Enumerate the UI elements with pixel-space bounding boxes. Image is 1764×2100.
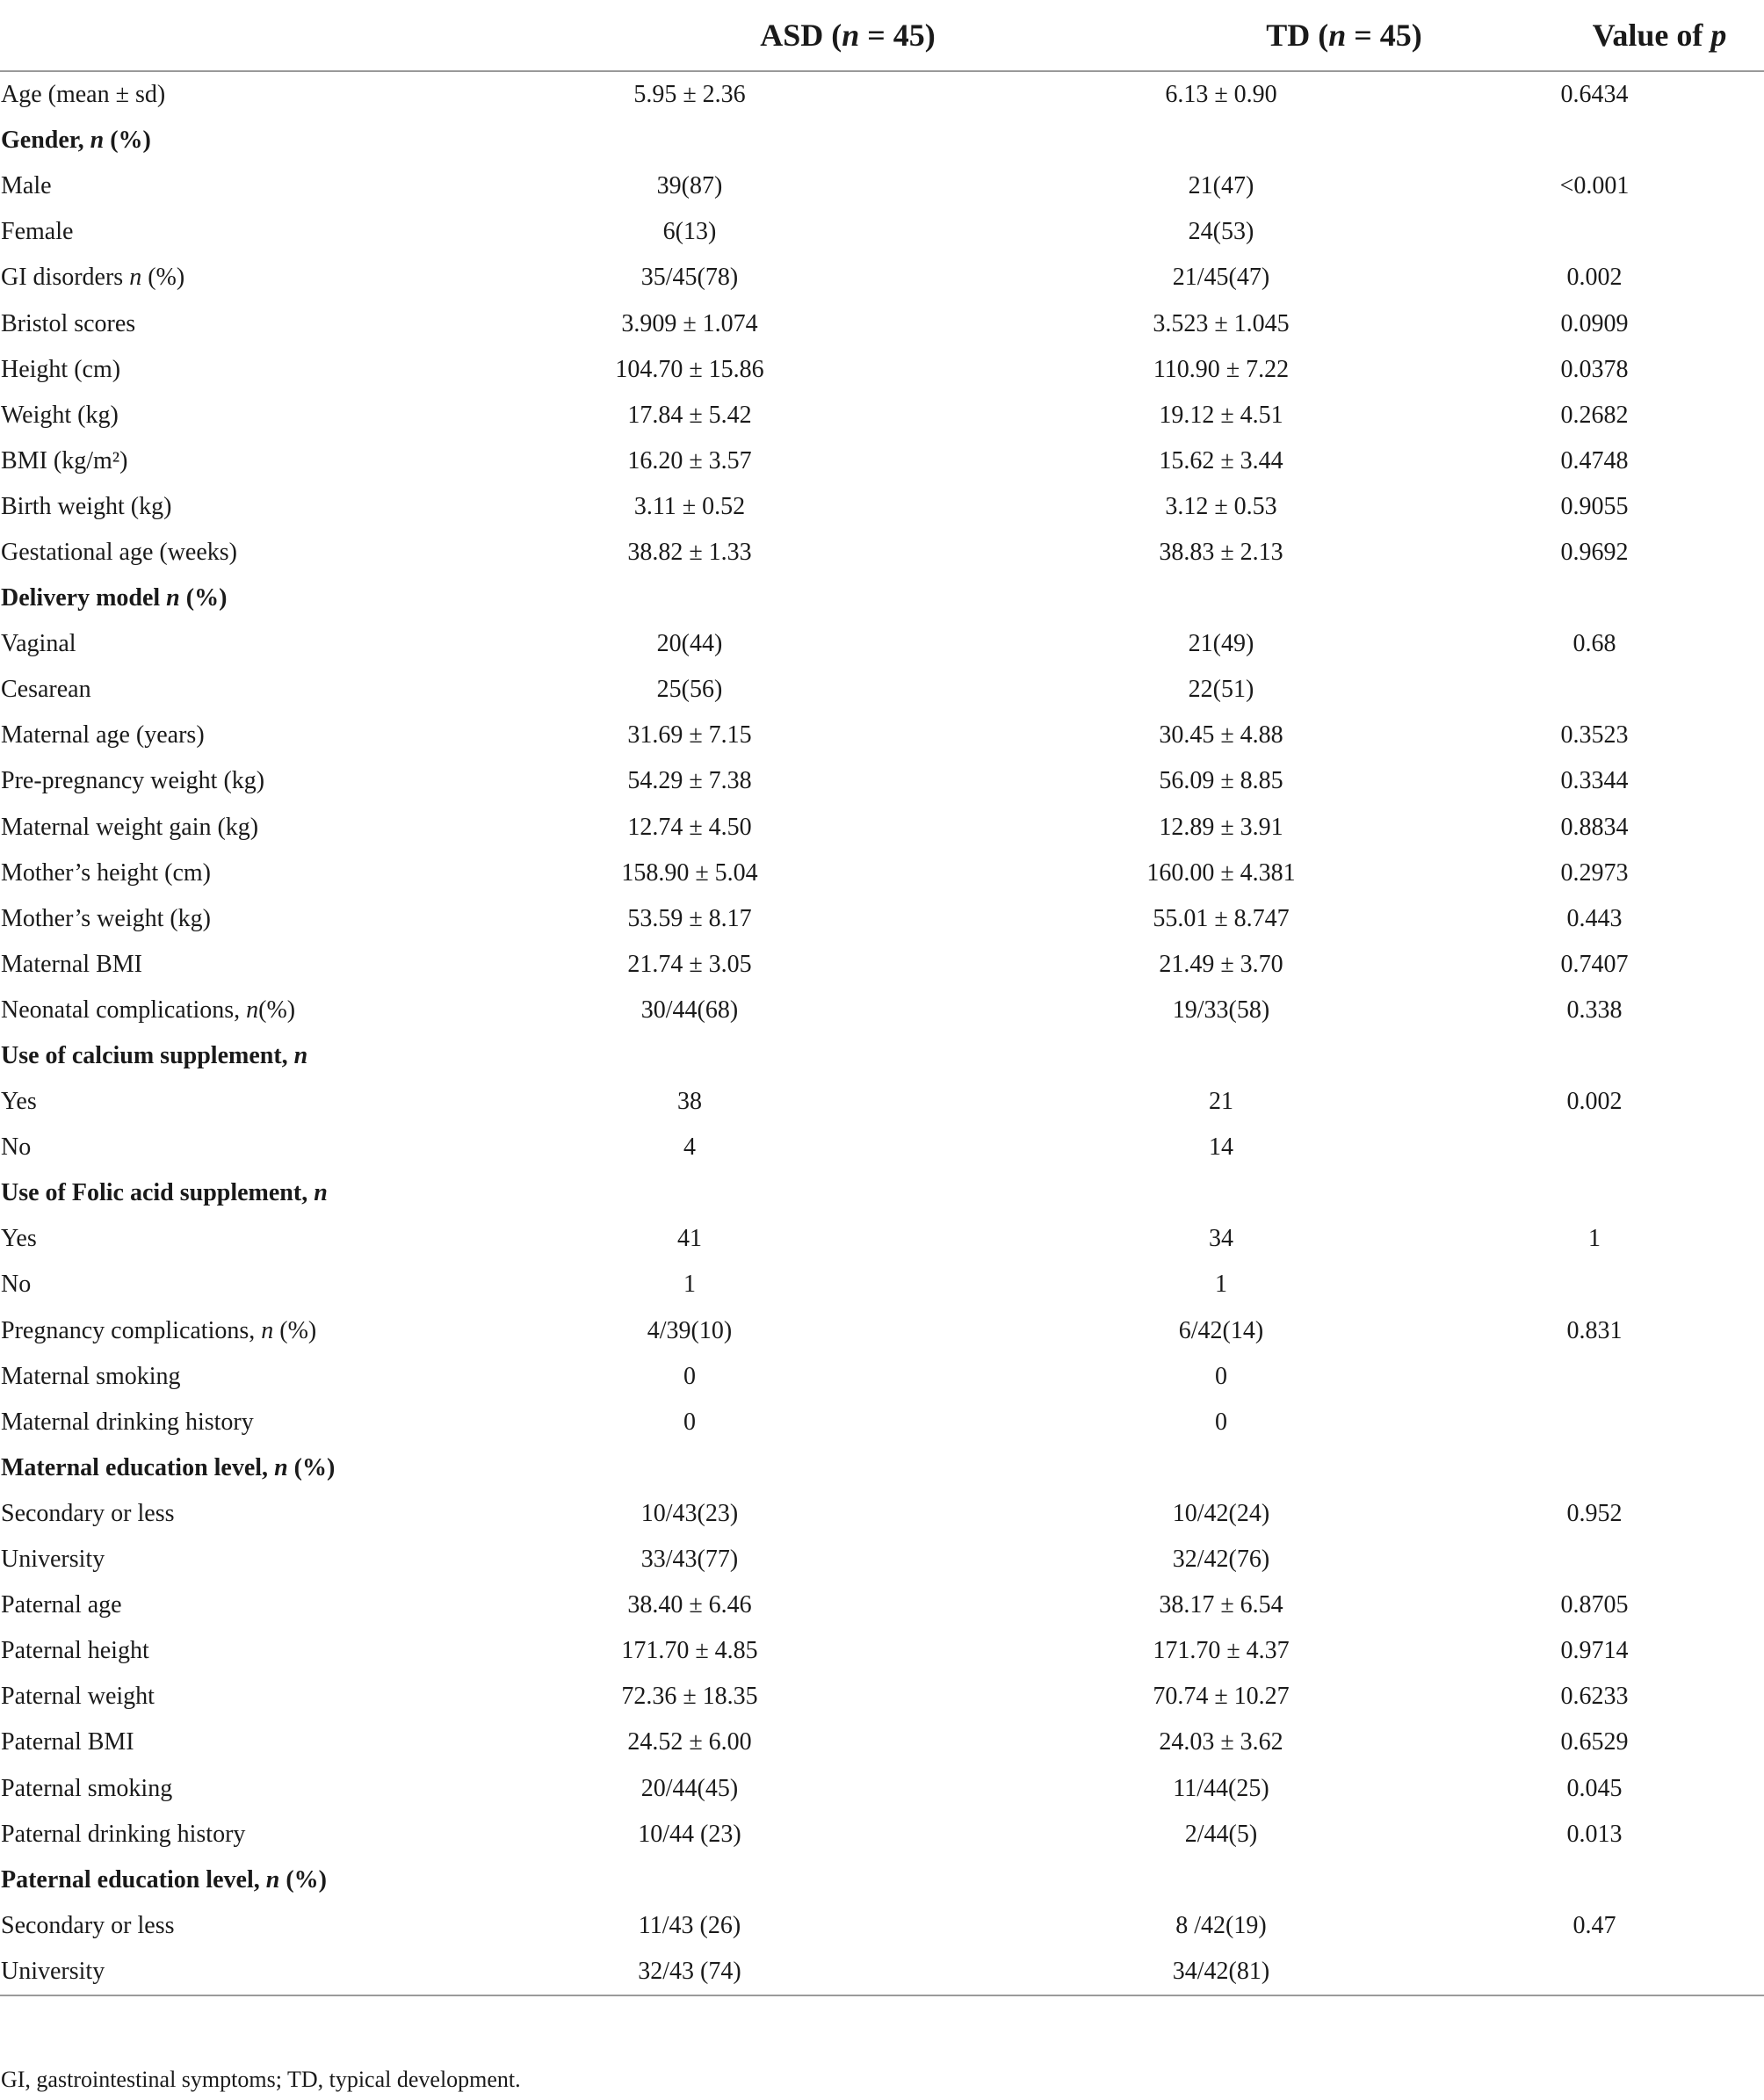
p-value: 0.831 <box>1566 1316 1623 1344</box>
asd-value: 1 <box>683 1271 696 1299</box>
p-value: 0.2682 <box>1560 401 1629 429</box>
asd-value: 4/39(10) <box>647 1316 733 1344</box>
td-value: 70.74 ± 10.27 <box>1153 1683 1290 1711</box>
asd-value <box>404 1857 975 1903</box>
p-value: 0.002 <box>1566 1088 1623 1116</box>
p-value <box>1490 1537 1699 1582</box>
p-value: 0.3523 <box>1560 721 1629 749</box>
asd-value: 38.82 ± 1.33 <box>627 538 752 566</box>
row-label: Vaginal <box>1 630 76 658</box>
row-label: Birth weight (kg) <box>1 492 172 520</box>
table-row <box>0 1400 1764 1445</box>
asd-value: 12.74 ± 4.50 <box>627 813 752 841</box>
td-value: 21(49) <box>1188 630 1254 658</box>
table-row <box>0 988 1764 1033</box>
table-row <box>0 1949 1764 1995</box>
row-label: Pre-pregnancy weight (kg) <box>1 767 265 795</box>
table-row <box>0 1216 1764 1262</box>
table-row <box>0 1537 1764 1582</box>
table-row <box>0 1812 1764 1857</box>
asd-value: 17.84 ± 5.42 <box>627 401 752 429</box>
section-row <box>0 1170 1764 1216</box>
asd-value: 38 <box>677 1088 702 1116</box>
td-value <box>1010 1857 1432 1903</box>
table-row <box>0 393 1764 438</box>
table-row <box>0 758 1764 804</box>
asd-value: 30/44(68) <box>640 996 739 1024</box>
asd-value: 72.36 ± 18.35 <box>621 1683 758 1711</box>
p-value: 0.952 <box>1566 1499 1623 1527</box>
p-value <box>1490 1033 1699 1079</box>
p-value: 0.013 <box>1566 1820 1623 1848</box>
asd-value: 20/44(45) <box>640 1774 739 1802</box>
asd-value: 20(44) <box>656 630 723 658</box>
row-label: Paternal weight <box>1 1683 155 1711</box>
row-label: Use of Folic acid supplement, n <box>1 1179 328 1207</box>
asd-value: 54.29 ± 7.38 <box>627 767 752 795</box>
asd-value: 25(56) <box>656 676 723 704</box>
row-label: Neonatal complications, n(%) <box>1 996 296 1024</box>
row-label: Height (cm) <box>1 355 121 383</box>
row-label: Paternal age <box>1 1591 122 1619</box>
asd-value: 21.74 ± 3.05 <box>627 950 752 978</box>
table-row <box>0 1262 1764 1307</box>
table-row <box>0 71 1764 118</box>
td-value: 21.49 ± 3.70 <box>1159 950 1283 978</box>
td-value: 171.70 ± 4.37 <box>1153 1637 1290 1665</box>
p-value: 0.6434 <box>1560 81 1629 109</box>
row-label: No <box>1 1271 32 1299</box>
p-value <box>1490 1400 1699 1445</box>
asd-value: 39(87) <box>656 172 723 200</box>
section-row <box>0 118 1764 163</box>
td-value: 34 <box>1209 1225 1233 1253</box>
row-label: Weight (kg) <box>1 401 119 429</box>
p-value: 0.0378 <box>1560 355 1629 383</box>
row-label: Secondary or less <box>1 1499 175 1527</box>
table-row <box>0 1354 1764 1400</box>
p-value: 0.0909 <box>1560 309 1629 337</box>
td-value: 11/44(25) <box>1173 1774 1269 1802</box>
table-row <box>0 163 1764 209</box>
table-row <box>0 1765 1764 1811</box>
row-label: Maternal smoking <box>1 1362 181 1390</box>
row-label: GI disorders n (%) <box>1 264 185 292</box>
table-row <box>0 255 1764 301</box>
td-value: 56.09 ± 8.85 <box>1159 767 1283 795</box>
table-row <box>0 209 1764 255</box>
asd-value: 6(13) <box>662 218 717 246</box>
p-value: 0.47 <box>1572 1911 1616 1939</box>
row-label: Maternal education level, n (%) <box>1 1453 336 1481</box>
asd-value: 3.11 ± 0.52 <box>633 492 746 520</box>
table-row <box>0 1491 1764 1537</box>
asd-value: 5.95 ± 2.36 <box>633 81 746 109</box>
asd-value: 31.69 ± 7.15 <box>627 721 752 749</box>
asd-value: 32/43 (74) <box>404 1949 975 1995</box>
td-value: 6.13 ± 0.90 <box>1165 81 1277 109</box>
td-value: 21 <box>1209 1088 1233 1116</box>
asd-value <box>404 1033 975 1079</box>
p-value: 0.8705 <box>1560 1591 1629 1619</box>
table-row <box>0 438 1764 484</box>
row-label: Maternal drinking history <box>1 1408 254 1436</box>
p-value <box>1490 1170 1699 1216</box>
table-row <box>0 1582 1764 1628</box>
p-value: <0.001 <box>1559 172 1630 200</box>
asd-value <box>404 1445 975 1491</box>
td-value: 0 <box>1215 1408 1227 1436</box>
td-value: 3.523 ± 1.045 <box>1153 309 1290 337</box>
asd-value: 38.40 ± 6.46 <box>627 1591 752 1619</box>
section-row <box>0 1033 1764 1079</box>
p-value <box>1490 1354 1699 1400</box>
section-row <box>0 1857 1764 1903</box>
row-label: No <box>1 1133 32 1162</box>
row-label: Gender, n (%) <box>1 127 151 155</box>
table-footnote: GI, gastrointestinal symptoms; TD, typical development. <box>1 2067 521 2092</box>
td-value: 2/44(5) <box>1184 1820 1258 1848</box>
p-value: 0.045 <box>1566 1774 1623 1802</box>
p-value <box>1490 667 1699 713</box>
row-label: Mother’s weight (kg) <box>1 904 211 932</box>
td-value: 1 <box>1215 1271 1227 1299</box>
asd-value: 35/45(78) <box>640 264 739 292</box>
row-label: Paternal drinking history <box>1 1820 246 1848</box>
row-label: Male <box>1 172 52 200</box>
row-label: Gestational age (weeks) <box>1 538 237 566</box>
asd-value: 3.909 ± 1.074 <box>621 309 758 337</box>
asd-value: 4 <box>683 1133 696 1162</box>
asd-value: 33/43(77) <box>640 1546 739 1574</box>
td-value: 22(51) <box>1188 676 1254 704</box>
asd-value: 16.20 ± 3.57 <box>627 446 752 474</box>
td-value: 19/33(58) <box>1172 996 1270 1024</box>
header-p-value: Value of p <box>1555 0 1764 71</box>
p-value <box>1490 1445 1699 1491</box>
table-row <box>0 1674 1764 1720</box>
asd-value: 53.59 ± 8.17 <box>627 904 752 932</box>
td-value: 21(47) <box>1188 172 1254 200</box>
p-value: 0.4748 <box>1560 446 1629 474</box>
p-value <box>1490 1857 1699 1903</box>
td-value: 30.45 ± 4.88 <box>1159 721 1283 749</box>
td-value: 160.00 ± 4.381 <box>1146 858 1296 887</box>
p-value: 1 <box>1588 1225 1601 1253</box>
table-row <box>0 530 1764 576</box>
table-row <box>0 1079 1764 1125</box>
row-label: Use of calcium supplement, n <box>1 1042 308 1070</box>
row-label: Mother’s height (cm) <box>1 858 211 887</box>
header-row <box>0 0 1764 71</box>
td-value: 55.01 ± 8.747 <box>1153 904 1290 932</box>
section-row <box>0 1445 1764 1491</box>
table-row <box>0 1125 1764 1170</box>
td-value: 8 /42(19) <box>1175 1911 1267 1939</box>
table-row <box>0 713 1764 758</box>
asd-value: 104.70 ± 15.86 <box>615 355 764 383</box>
td-value: 24(53) <box>1188 218 1254 246</box>
td-value: 110.90 ± 7.22 <box>1153 355 1290 383</box>
row-label: Maternal BMI <box>1 950 142 978</box>
p-value: 0.3344 <box>1560 767 1629 795</box>
td-value: 0 <box>1215 1362 1227 1390</box>
p-value <box>1490 209 1699 255</box>
table-row <box>0 1628 1764 1674</box>
row-label: Bristol scores <box>1 309 136 337</box>
p-value <box>1490 118 1699 163</box>
row-label: Pregnancy complications, n (%) <box>1 1316 317 1344</box>
table-row <box>0 1903 1764 1949</box>
table-row <box>0 942 1764 988</box>
td-value: 24.03 ± 3.62 <box>1159 1728 1283 1756</box>
td-value <box>1010 576 1432 621</box>
row-label: Yes <box>1 1225 37 1253</box>
table-body <box>0 71 1764 1995</box>
td-value: 6/42(14) <box>1178 1316 1264 1344</box>
td-value: 10/42(24) <box>1172 1499 1270 1527</box>
p-value <box>1490 576 1699 621</box>
p-value: 0.2973 <box>1560 858 1629 887</box>
td-value: 19.12 ± 4.51 <box>1159 401 1283 429</box>
row-label: Delivery model n (%) <box>1 584 228 612</box>
table-header <box>0 0 1764 71</box>
td-value: 38.83 ± 2.13 <box>1159 538 1283 566</box>
row-label: Maternal weight gain (kg) <box>1 813 259 841</box>
td-value: 21/45(47) <box>1172 264 1270 292</box>
td-value: 12.89 ± 3.91 <box>1159 813 1283 841</box>
p-value: 0.9714 <box>1560 1637 1629 1665</box>
asd-value <box>404 118 975 163</box>
asd-value: 10/43(23) <box>640 1499 739 1527</box>
p-value: 0.68 <box>1572 630 1616 658</box>
table-row <box>0 896 1764 942</box>
table-row <box>0 301 1764 346</box>
td-value: 14 <box>1209 1133 1233 1162</box>
td-value: 34/42(81) <box>1010 1949 1432 1995</box>
asd-value: 10/44 (23) <box>638 1820 741 1848</box>
row-label: Yes <box>1 1088 37 1116</box>
row-label: University <box>1 1546 105 1574</box>
row-label: Secondary or less <box>1 1911 175 1939</box>
asd-value: 0 <box>683 1408 696 1436</box>
p-value: 0.338 <box>1566 996 1623 1024</box>
p-value: 0.9692 <box>1560 538 1629 566</box>
p-value: 0.7407 <box>1560 950 1629 978</box>
td-value <box>1010 118 1432 163</box>
section-row <box>0 576 1764 621</box>
td-value: 3.12 ± 0.53 <box>1165 492 1277 520</box>
p-value: 0.002 <box>1566 264 1623 292</box>
td-value: 38.17 ± 6.54 <box>1159 1591 1283 1619</box>
row-label: Paternal smoking <box>1 1774 173 1802</box>
header-blank <box>0 0 562 71</box>
row-label: Paternal BMI <box>1 1728 134 1756</box>
asd-value: 0 <box>683 1362 696 1390</box>
p-value <box>1490 1262 1699 1307</box>
table-row <box>0 621 1764 667</box>
td-value <box>1010 1170 1432 1216</box>
p-value: 0.8834 <box>1560 813 1629 841</box>
row-label: Female <box>1 218 74 246</box>
table-row <box>0 1308 1764 1354</box>
table-row <box>0 347 1764 393</box>
p-value: 0.6529 <box>1560 1728 1629 1756</box>
td-value: 15.62 ± 3.44 <box>1159 446 1283 474</box>
row-label: Cesarean <box>1 676 91 704</box>
table-row <box>0 851 1764 896</box>
p-value: 0.443 <box>1566 904 1623 932</box>
asd-value: 171.70 ± 4.85 <box>621 1637 758 1665</box>
row-label: Paternal height <box>1 1637 149 1665</box>
row-label: University <box>0 1949 562 1995</box>
header-td: TD (n = 45) <box>1133 0 1555 71</box>
row-label: BMI (kg/m²) <box>1 446 128 474</box>
row-label: Paternal education level, n (%) <box>1 1865 327 1894</box>
p-value: 0.6233 <box>1560 1683 1629 1711</box>
p-value <box>1490 1125 1699 1170</box>
asd-value <box>404 1170 975 1216</box>
td-value <box>1010 1445 1432 1491</box>
table-row <box>0 667 1764 713</box>
td-value: 32/42(76) <box>1172 1546 1270 1574</box>
table-row <box>0 484 1764 530</box>
td-value <box>1010 1033 1432 1079</box>
p-value <box>1490 1949 1699 1995</box>
row-label: Maternal age (years) <box>1 721 205 749</box>
asd-value: 158.90 ± 5.04 <box>621 858 758 887</box>
row-label: Age (mean ± sd) <box>1 81 166 109</box>
table-row <box>0 1720 1764 1765</box>
asd-value: 41 <box>677 1225 702 1253</box>
header-asd: ASD (n = 45) <box>562 0 1133 71</box>
asd-value: 11/43 (26) <box>638 1911 741 1939</box>
p-value: 0.9055 <box>1560 492 1629 520</box>
asd-value: 24.52 ± 6.00 <box>627 1728 752 1756</box>
table-row <box>0 805 1764 851</box>
asd-value <box>404 576 975 621</box>
